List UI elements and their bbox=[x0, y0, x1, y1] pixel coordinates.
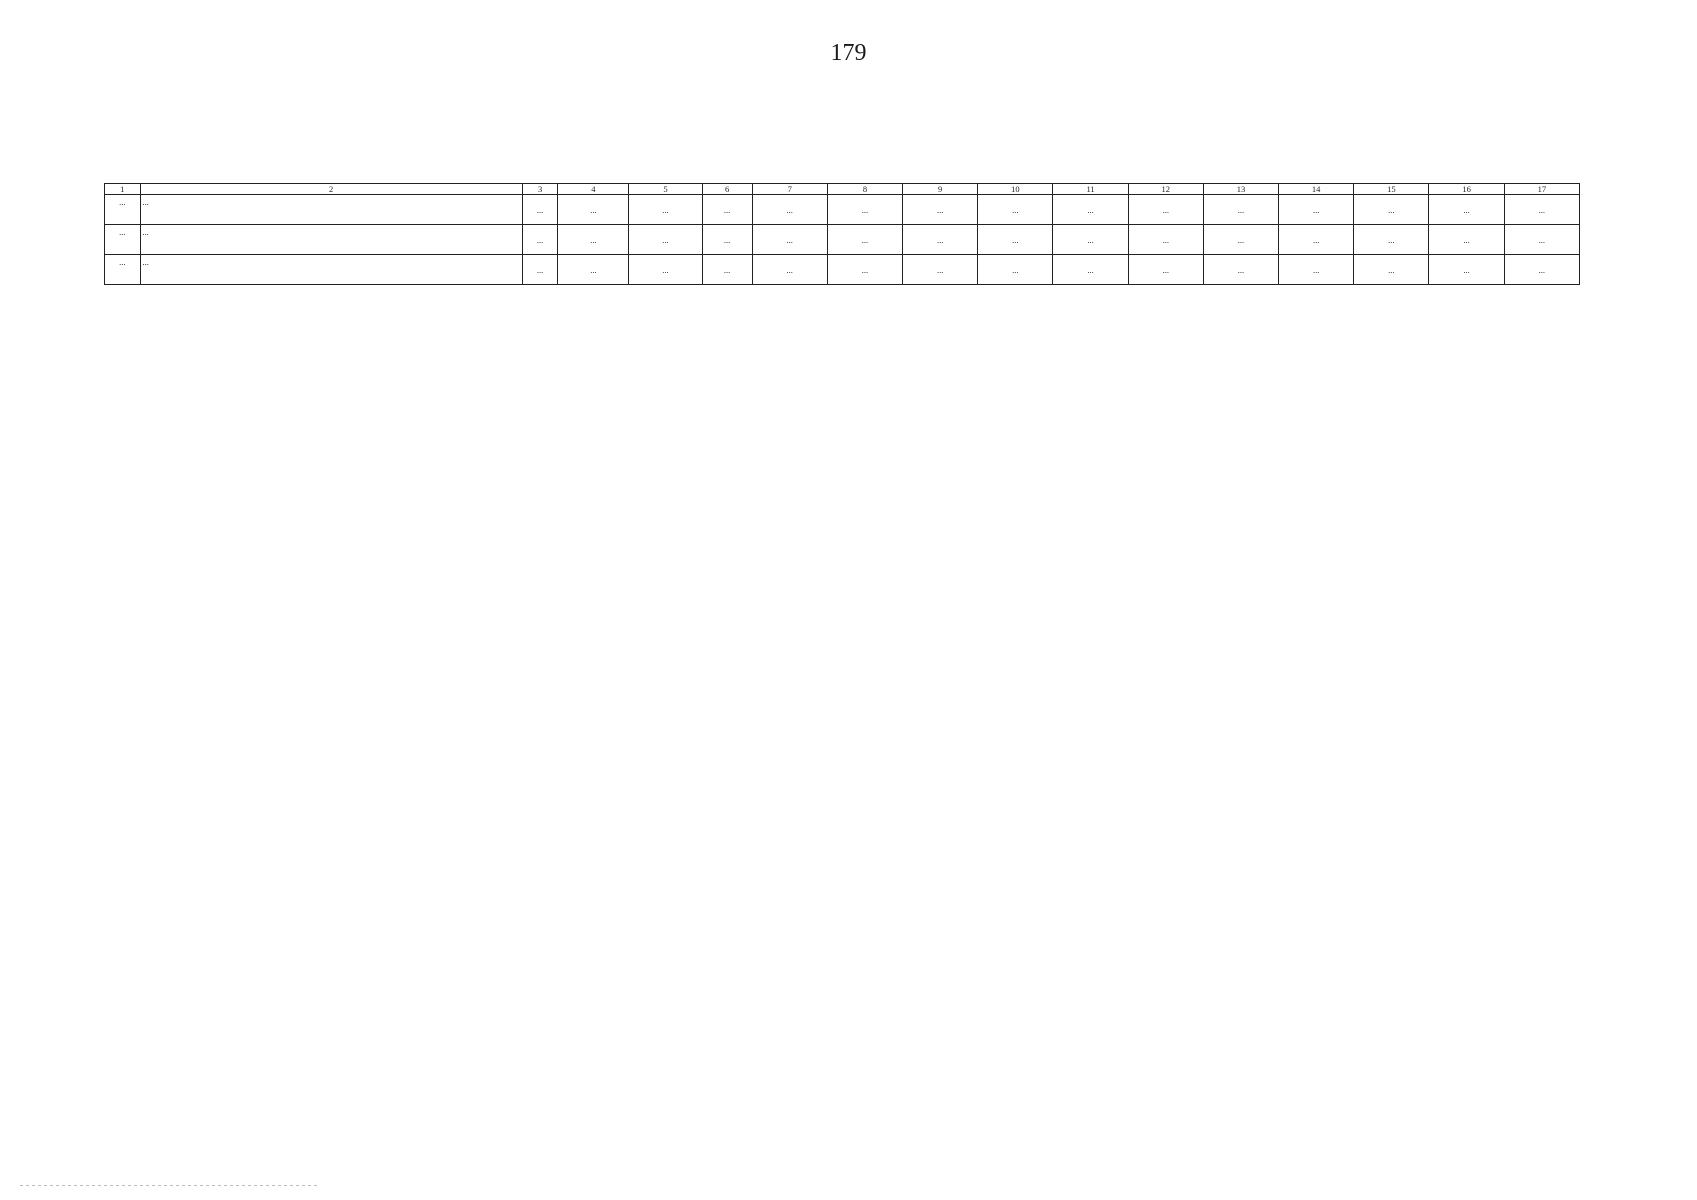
table-cell: ... bbox=[1128, 195, 1203, 225]
table-cell: ... bbox=[1128, 255, 1203, 285]
table-cell: ... bbox=[105, 255, 141, 285]
table-cell: ... bbox=[105, 195, 141, 225]
column-header: 4 bbox=[558, 184, 629, 195]
column-header: 16 bbox=[1429, 184, 1504, 195]
table-cell: ... bbox=[827, 255, 902, 285]
column-header: 2 bbox=[140, 184, 522, 195]
table-cell: ... bbox=[558, 195, 629, 225]
table-cell: ... bbox=[978, 225, 1053, 255]
table-cell: ... bbox=[1279, 225, 1354, 255]
column-header: 10 bbox=[978, 184, 1053, 195]
column-header: 3 bbox=[522, 184, 558, 195]
table-cell: ... bbox=[629, 225, 702, 255]
table-body bbox=[105, 195, 1580, 285]
column-header: 11 bbox=[1053, 184, 1128, 195]
column-header: 14 bbox=[1279, 184, 1354, 195]
table-cell: ... bbox=[702, 255, 752, 285]
table-cell: ... bbox=[702, 225, 752, 255]
table-cell: ... bbox=[140, 225, 522, 255]
header-row bbox=[105, 184, 1580, 195]
column-header: 8 bbox=[827, 184, 902, 195]
table-cell: ... bbox=[522, 255, 558, 285]
table-cell: ... bbox=[105, 225, 141, 255]
table-cell: ... bbox=[903, 195, 978, 225]
table-cell: ... bbox=[1354, 225, 1429, 255]
column-header: 15 bbox=[1354, 184, 1429, 195]
table-cell: ... bbox=[827, 195, 902, 225]
table-cell: ... bbox=[1053, 195, 1128, 225]
table-cell: ... bbox=[140, 195, 522, 225]
table-cell: ... bbox=[558, 225, 629, 255]
table-cell: ... bbox=[1053, 225, 1128, 255]
column-header: 1 bbox=[105, 184, 141, 195]
column-header: 6 bbox=[702, 184, 752, 195]
table-cell: ... bbox=[752, 195, 827, 225]
column-header: 13 bbox=[1203, 184, 1278, 195]
table-cell: ... bbox=[1053, 255, 1128, 285]
table-cell: ... bbox=[1354, 255, 1429, 285]
table-cell: ... bbox=[1354, 195, 1429, 225]
column-header: 12 bbox=[1128, 184, 1203, 195]
table-cell: ... bbox=[752, 255, 827, 285]
table-row bbox=[105, 225, 1580, 255]
table-cell: ... bbox=[827, 225, 902, 255]
scan-artifact-line bbox=[20, 1185, 320, 1186]
table-cell: ... bbox=[558, 255, 629, 285]
table-cell: ... bbox=[140, 255, 522, 285]
table-row bbox=[105, 255, 1580, 285]
table-cell: ... bbox=[702, 195, 752, 225]
table-cell: ... bbox=[1203, 195, 1278, 225]
table-cell: ... bbox=[1203, 255, 1278, 285]
table-cell: ... bbox=[978, 195, 1053, 225]
table-cell: ... bbox=[1429, 195, 1504, 225]
table-cell: ... bbox=[522, 225, 558, 255]
column-header: 17 bbox=[1504, 184, 1579, 195]
table-cell: ... bbox=[1279, 195, 1354, 225]
table-cell: ... bbox=[1429, 225, 1504, 255]
table-cell: ... bbox=[1429, 255, 1504, 285]
table-cell: ... bbox=[522, 195, 558, 225]
page-number: 179 bbox=[830, 40, 867, 66]
table-cell: ... bbox=[1504, 195, 1579, 225]
table-cell: ... bbox=[752, 225, 827, 255]
table-cell: ... bbox=[1128, 225, 1203, 255]
table-cell: ... bbox=[629, 195, 702, 225]
table-cell: ... bbox=[1504, 225, 1579, 255]
table-cell: ... bbox=[1203, 225, 1278, 255]
table-cell: ... bbox=[629, 255, 702, 285]
table-cell: ... bbox=[903, 225, 978, 255]
column-header: 9 bbox=[903, 184, 978, 195]
table-row bbox=[105, 195, 1580, 225]
column-header: 7 bbox=[752, 184, 827, 195]
table-cell: ... bbox=[903, 255, 978, 285]
register-table bbox=[104, 183, 1580, 285]
table-cell: ... bbox=[978, 255, 1053, 285]
table-cell: ... bbox=[1279, 255, 1354, 285]
table-cell: ... bbox=[1504, 255, 1579, 285]
column-header: 5 bbox=[629, 184, 702, 195]
